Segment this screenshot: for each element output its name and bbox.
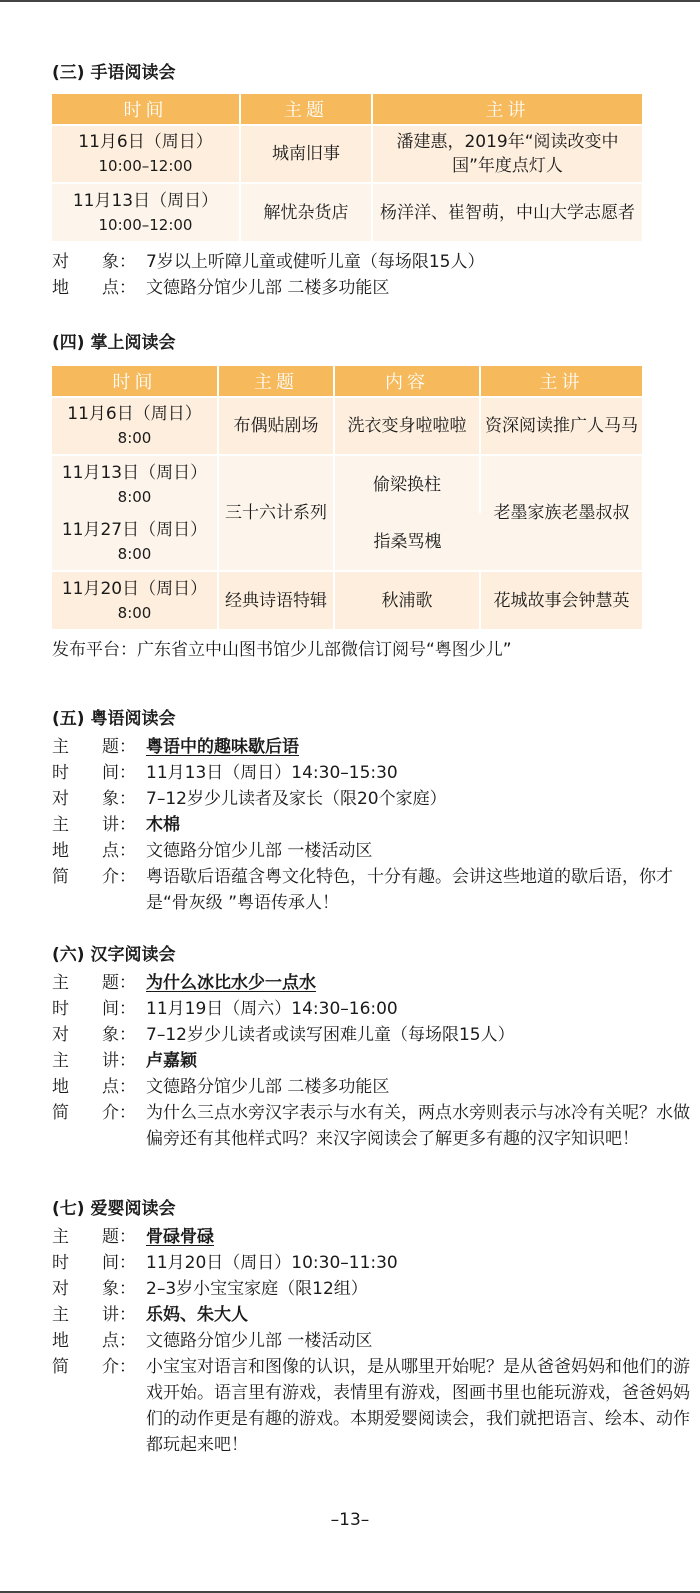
info-value: 木棉 [146,815,180,835]
table-header-row [52,94,642,125]
info-value: 11月13日（周日）14:30–15:30 [146,763,398,783]
info-label: 地 点： [52,1331,136,1351]
schedule-table [52,366,642,629]
info-row-audience [52,786,700,812]
info-value: 11月19日（周六）14:30–16:00 [146,999,398,1019]
table-header-row [52,366,642,397]
speaker-cell: 潘建惠，2019年“阅读改变中国”年度点灯人 [372,125,642,183]
time-cell [52,125,240,183]
info-value: 文德路分馆少儿部 一楼活动区 [146,1331,373,1351]
header-cell: 主讲 [480,366,642,397]
info-label: 简 介： [52,1357,136,1377]
info-block [52,249,642,301]
info-label: 对 象： [52,1025,136,1045]
info-row-topic [52,970,700,996]
speaker-cell: 花城故事会钟慧英 [480,571,642,629]
info-value: 7–12岁少儿读者及家长（限20个家庭） [146,789,447,809]
info-row-place [52,1328,700,1354]
info-label: 主 题： [52,973,136,993]
info-label: 时 间： [52,763,136,783]
info-label: 主 题： [52,1227,136,1247]
info-label: 地 点： [52,278,136,298]
speaker-cell: 老墨家族老墨叔叔 [480,455,642,571]
info-block [52,1224,700,1458]
time-text: 8:00 [117,544,152,563]
info-block [52,970,700,1152]
table-row [52,397,642,455]
table-row [52,455,642,513]
info-row-time [52,1250,700,1276]
content-cell: 指桑骂槐 [334,513,480,571]
info-label: 主 讲： [52,815,136,835]
topic-cell: 城南旧事 [240,125,372,183]
info-row-audience [52,249,642,275]
info-row-topic [52,1224,700,1250]
info-value: 文德路分馆少儿部 二楼多功能区 [146,1077,390,1097]
info-label: 时 间： [52,999,136,1019]
time-cell [52,183,240,241]
info-label: 主 讲： [52,1051,136,1071]
info-row-speaker [52,812,700,838]
header-cell: 时间 [52,94,240,125]
header-cell: 主题 [218,366,334,397]
table-row [52,571,642,629]
info-block [52,734,700,916]
info-row-intro [52,1100,700,1152]
time-text: 10:00–12:00 [98,215,193,234]
date-text: 11月13日（周日） [61,462,208,483]
info-value: 7–12岁少儿读者或读写困难儿童（每场限15人） [146,1025,515,1045]
info-value: 7岁以上听障儿童或健听儿童（每场限15人） [146,252,485,272]
info-row-place [52,1074,700,1100]
info-value: 文德路分馆少儿部 一楼活动区 [146,841,373,861]
info-row-audience [52,1276,700,1302]
content-cell: 偷梁换柱 [334,455,480,513]
date-text: 11月20日（周日） [61,578,208,599]
info-row-time [52,760,700,786]
section-cantonese-reading [52,706,700,916]
section-title: (五) 粤语阅读会 [52,709,176,729]
time-text: 10:00–12:00 [98,157,193,175]
publish-platform: 发布平台：广东省立中山图书馆少儿部微信订阅号“粤图少儿” [52,640,512,660]
section-palm-reading [52,330,642,663]
date-text: 11月27日（周日） [61,519,208,540]
info-value: 卢嘉颖 [146,1051,197,1071]
topic-cell: 三十六计系列 [218,455,334,571]
info-value: 小宝宝对语言和图像的认识，是从哪里开始呢？是从爸爸妈妈和他们的游戏开始。语言里有游戏，表情里有游戏，图画书里也能玩游戏，爸爸妈妈们的动作更是有趣的游戏。本期爱婴阅读会，我们就把语言、绘本、动作都玩起来吧！ [146,1357,690,1455]
info-value: 11月20日（周日）10:30–11:30 [146,1253,398,1273]
time-text: 8:00 [117,603,152,622]
date-text: 11月6日（周日） [67,404,202,424]
header-cell: 时间 [52,366,218,397]
section-title: (三) 手语阅读会 [52,63,176,83]
info-label: 时 间： [52,1253,136,1273]
table-row [52,125,642,183]
section-baby-reading [52,1196,700,1458]
section-chinese-character-reading [52,942,700,1152]
info-row-place [52,275,642,301]
info-label: 对 象： [52,789,136,809]
table-row [52,183,642,241]
page-number: –13– [330,1510,370,1530]
content-cell: 洗衣变身啦啦啦 [334,397,480,455]
info-row-place [52,838,700,864]
schedule-table [52,94,642,241]
info-label: 简 介： [52,867,136,887]
info-value: 为什么三点水旁汉字表示与水有关，两点水旁则表示与冰冷有关呢？水做偏旁还有其他样式吗？来汉字阅读会了解更多有趣的汉字知识吧！ [146,1103,690,1149]
info-row-speaker [52,1048,700,1074]
header-cell: 内容 [334,366,480,397]
top-rule [0,0,700,2]
info-value: 2–3岁小宝宝家庭（限12组） [146,1279,368,1299]
topic-cell: 经典诗语特辑 [218,571,334,629]
time-text: 8:00 [117,487,152,506]
info-label: 主 题： [52,737,136,757]
section-title: (四) 掌上阅读会 [52,333,176,353]
section-title: (六) 汉字阅读会 [52,945,176,965]
time-cell [52,455,218,513]
time-cell [52,397,218,455]
topic-cell: 布偶贴剧场 [218,397,334,455]
speaker-cell: 杨洋洋、崔智萌，中山大学志愿者 [372,183,642,241]
date-text: 11月6日（周日） [78,132,213,152]
info-label: 对 象： [52,1279,136,1299]
info-label: 地 点： [52,841,136,861]
info-row-topic [52,734,700,760]
info-row-audience [52,1022,700,1048]
info-value: 粤语歇后语蕴含粤文化特色，十分有趣。会讲这些地道的歇后语，你才是“骨灰级 ”粤语传承人！ [146,867,673,913]
time-text: 8:00 [117,429,152,447]
info-label: 简 介： [52,1103,136,1123]
info-row-intro [52,864,700,916]
info-label: 对 象： [52,252,136,272]
speaker-cell: 资深阅读推广人马马 [480,397,642,455]
header-cell: 主题 [240,94,372,125]
info-label: 地 点： [52,1077,136,1097]
time-cell [52,513,218,571]
date-text: 11月13日（周日） [72,190,219,211]
info-row-speaker [52,1302,700,1328]
info-label: 主 讲： [52,1305,136,1325]
info-value: 文德路分馆少儿部 二楼多功能区 [146,278,390,298]
info-value: 骨碌骨碌 [146,1227,214,1247]
info-value: 为什么冰比水少一点水 [146,973,316,993]
section-sign-language-reading [52,60,642,301]
topic-cell: 解忧杂货店 [240,183,372,241]
info-row-intro [52,1354,700,1458]
info-value: 乐妈、朱大人 [146,1305,248,1325]
time-cell [52,571,218,629]
header-cell: 主讲 [372,94,642,125]
section-title: (七) 爱婴阅读会 [52,1199,176,1219]
info-row-time [52,996,700,1022]
info-value: 粤语中的趣味歇后语 [146,737,299,757]
content-cell: 秋浦歌 [334,571,480,629]
